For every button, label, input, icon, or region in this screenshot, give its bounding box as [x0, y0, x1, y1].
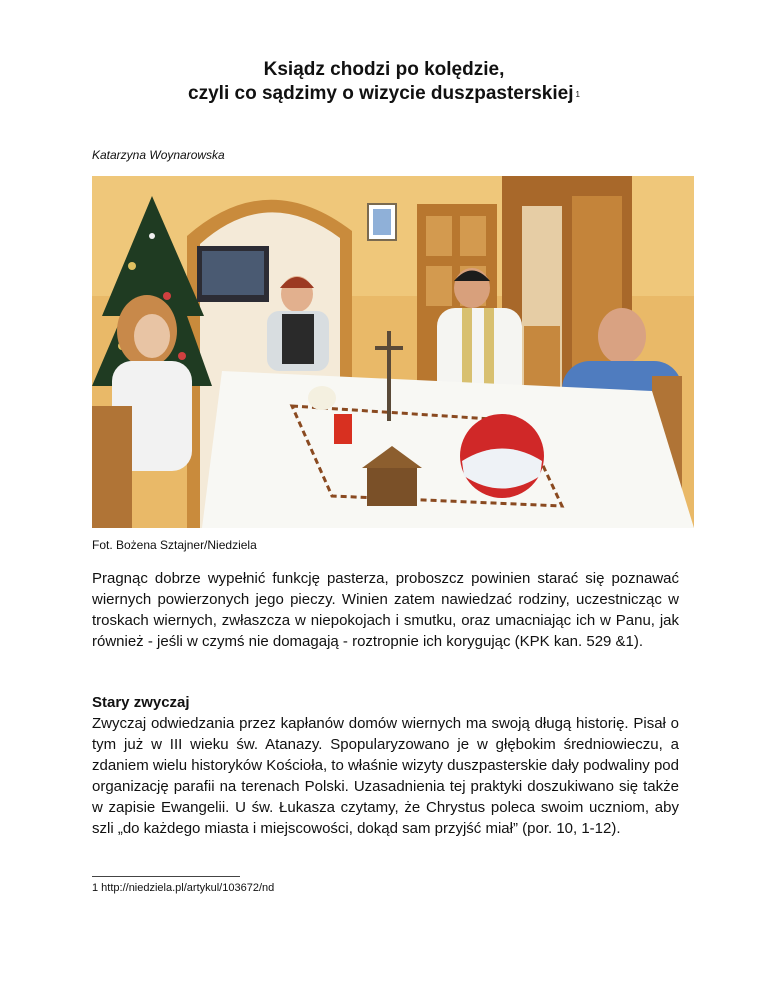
title-line-1: Ksiądz chodzi po kolędzie,	[263, 59, 505, 80]
title-line-2-text: czyli co sądzimy o wizycie duszpasterskiej	[188, 83, 574, 104]
intro-paragraph: Pragnąc dobrze wypełnić funkcję pasterza, proboszcz powinien starać się poznawać wiernych powierzonych jego pieczy. Winien zatem nawiedzać rodziny, uczestnicząc w troskach wiernych, zwłaszcza w niepokojach i smutku, oraz umacniając ich w Panu, jak również - jeśli w czymś nie domagają - roztropnie ich korygując (KPK kan. 529 &1).	[92, 570, 679, 650]
footnote-reference: 1	[575, 90, 580, 99]
footnote-text: 1 http://niedziela.pl/artykul/103672/nd	[92, 882, 275, 894]
footnote-divider	[92, 876, 240, 877]
photo-caption: Fot. Bożena Sztajner/Niedziela	[92, 538, 257, 552]
article-photo	[92, 176, 694, 528]
author-name: Katarzyna Woynarowska	[92, 148, 225, 162]
section-paragraph: Zwyczaj odwiedzania przez kapłanów domów wiernych ma swoją długą historię. Pisał o tym już w III wieku św. Atanazy. Spopularyzowano je w głębokim średniowieczu, a zdaniem wielu historyków Kościoła, to właśnie wizyty duszpasterskie dały podwaliny pod organizację parafii na terenach Polski. Uzasadnienia tej praktyki doszukiwano się także w zapisie Ewangelii. U św. Łukasza czytamy, że Chrystus poleca swoim uczniom, aby szli „do każdego miasta i miejscowości, dokąd sam przyjść miał” (por. 10, 1-12).	[92, 715, 679, 837]
section-heading: Stary zwyczaj	[92, 694, 190, 711]
page-title	[0, 58, 768, 107]
title-line-2	[0, 82, 768, 107]
